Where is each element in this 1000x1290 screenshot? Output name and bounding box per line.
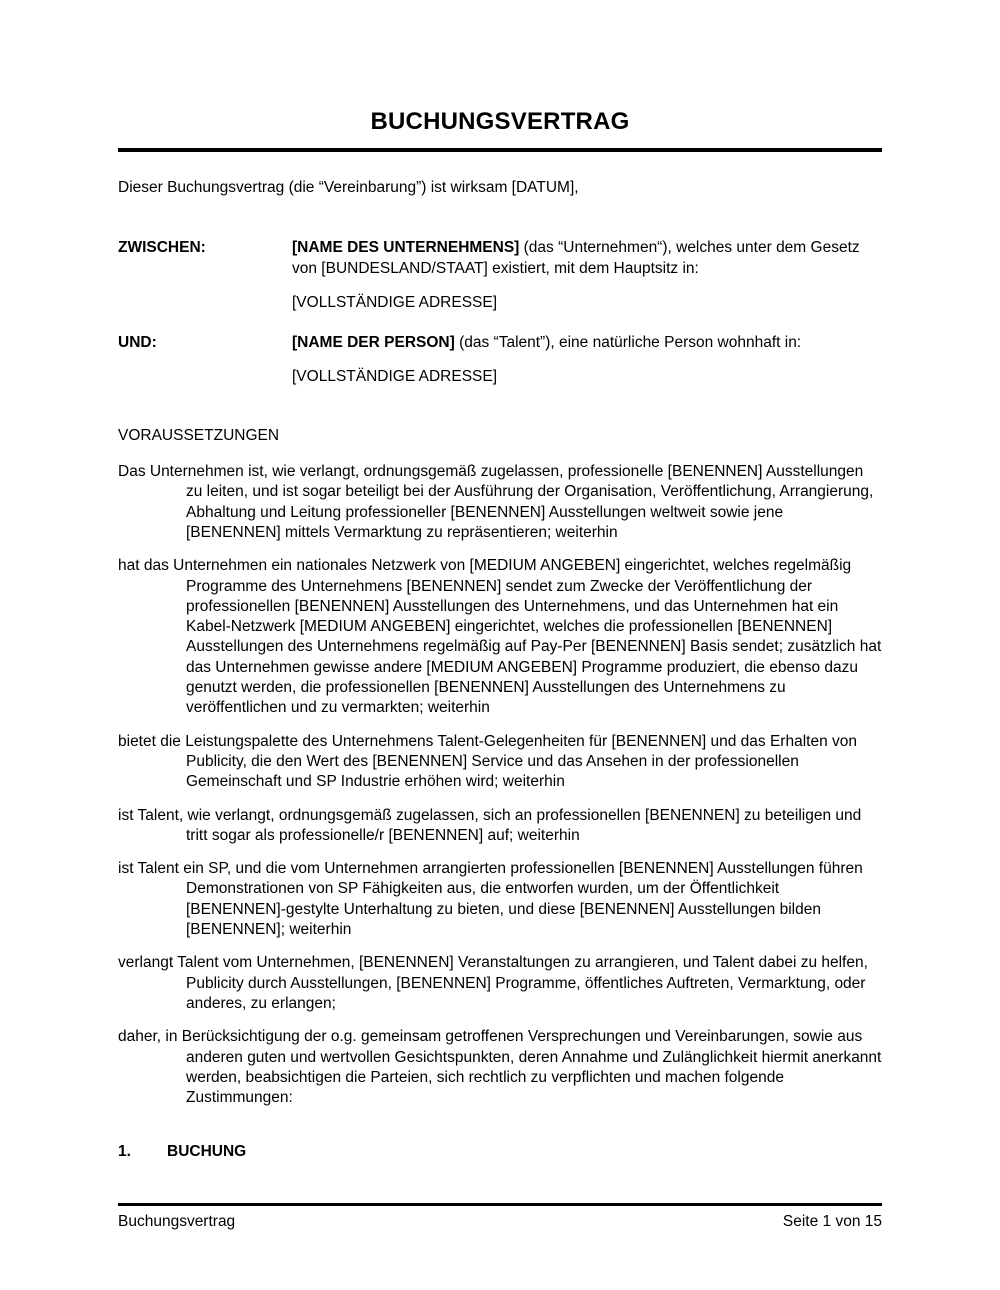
party-label-und: UND: [118, 334, 157, 352]
section-title: BUCHUNG [167, 1143, 247, 1161]
party-address-und: [VOLLSTÄNDIGE ADRESSE] [292, 368, 498, 386]
title-divider [118, 148, 882, 152]
party-content-und [292, 333, 882, 388]
recitals-heading: VORAUSSETZUNGEN [118, 426, 280, 444]
party-label-zwischen: ZWISCHEN: [118, 239, 206, 257]
party-row-und [118, 333, 882, 388]
footer-document-name: Buchungsvertrag [118, 1213, 236, 1230]
party-address-zwischen: [VOLLSTÄNDIGE ADRESSE] [292, 293, 498, 311]
footer-row [118, 1212, 882, 1232]
party-name-placeholder: [NAME DER PERSON] [292, 334, 455, 352]
recital-paragraph: verlangt Talent vom Unternehmen, [BENENNEN] Veranstaltungen zu arrangieren, und Talent dabei zu helfen, Publicity durch Ausstellungen, [BENENNEN] Programme, öffentliches Auftreten, Vermarktung, oder anderes, zu erlangen; [118, 954, 868, 1012]
party-description-text: (das “Talent”), eine natürliche Person wohnhaft in: [454, 334, 802, 352]
recital-paragraph: ist Talent, wie verlangt, ordnungsgemäß zugelassen, sich an professionellen [BENENNEN] zu beteiligen und tritt sogar als professionelle/r [BENENNEN] auf; weiterhin [118, 806, 862, 844]
recital-paragraph: daher, in Berücksichtigung der o.g. gemeinsam getroffenen Versprechungen und Vereinbarungen, sowie aus anderen guten und wertvollen Gesichtspunkten, deren Annahme und Zulänglichkeit hiermit anerkannt werden, beabsichtigen die Parteien, sich rechtlich zu verpflichten und machen folgende Zustimmungen: [118, 1028, 882, 1107]
footer-divider [118, 1203, 882, 1206]
party-description-text: (das “Unternehmen“), welches unter dem Gesetz von [BUNDESLAND/STAAT] existiert, mit dem Hauptsitz in: [292, 239, 860, 277]
party-name-placeholder: [NAME DES UNTERNEHMENS] [292, 239, 520, 257]
document-title: BUCHUNGSVERTRAG [370, 108, 630, 135]
party-description-und [292, 333, 882, 353]
intro-paragraph: Dieser Buchungsvertrag (die “Vereinbarung”) ist wirksam [DATUM], [118, 179, 579, 196]
section-heading-buchung [118, 1142, 882, 1162]
section-number: 1. [118, 1143, 131, 1161]
footer-page-number: Seite 1 von 15 [782, 1213, 882, 1230]
party-row-zwischen [118, 238, 882, 313]
recital-paragraph: ist Talent ein SP, und die vom Unternehmen arrangierten professionellen [BENENNEN] Ausstellungen führen Demonstrationen von SP Fähigkeiten aus, die entworfen wurden, um der Öffentlichkeit [BENENNEN]-gestylte Unterhaltung zu bieten, und diese [BENENNEN] Ausstellungen bilden [BENENNEN]; weiterhin [118, 860, 863, 939]
page-footer [118, 1203, 882, 1232]
party-description-zwischen [292, 238, 882, 279]
recital-paragraph: Das Unternehmen ist, wie verlangt, ordnungsgemäß zugelassen, professionelle [BENENNEN] Ausstellungen zu leiten, und ist sogar beteiligt bei der Ausführung der Organisation, Veröffentlichung, Arrangierung, Abhaltung und Leitung professioneller [BENENNEN] Ausstellungen weltweit sowie jene [BENENNEN] mittels Vermarktung zu repräsentieren; weiterhin [118, 463, 874, 541]
recital-paragraph: bietet die Leistungspalette des Unternehmens Talent-Gelegenheiten für [BENENNEN] und das Erhalten von Publicity, die den Wert des [BENENNEN] Service und das Ansehen in der professionellen Gemeinschaft und SP Industrie erhöhen wird; weiterhin [118, 732, 857, 791]
recital-paragraph: hat das Unternehmen ein nationales Netzwerk von [MEDIUM ANGEBEN] eingerichtet, welches regelmäßig Programme des Unternehmens [BENENNEN] sendet zum Zwecke der Veröffentlichung der professionellen [BENENNEN] Ausstellungen des Unternehmens, und das Unternehmen hat ein Kabel-Netzwerk [MEDIUM ANGEBEN] eingerichtet, welches die professionellen [BENENNEN] Ausstellungen des Unternehmens regelmäßig auf Pay-Per [BENENNEN] Basis sendet; zusätzlich hat das Unternehmen gewisse andere [MEDIUM ANGEBEN] Programme produziert, die ebenso dazu genutzt werden, die professionellen [BENENNEN] Ausstellungen des Unternehmens zu veröffentlichen und zu vermarkten; weiterhin [118, 557, 882, 717]
party-content-zwischen [292, 238, 882, 313]
